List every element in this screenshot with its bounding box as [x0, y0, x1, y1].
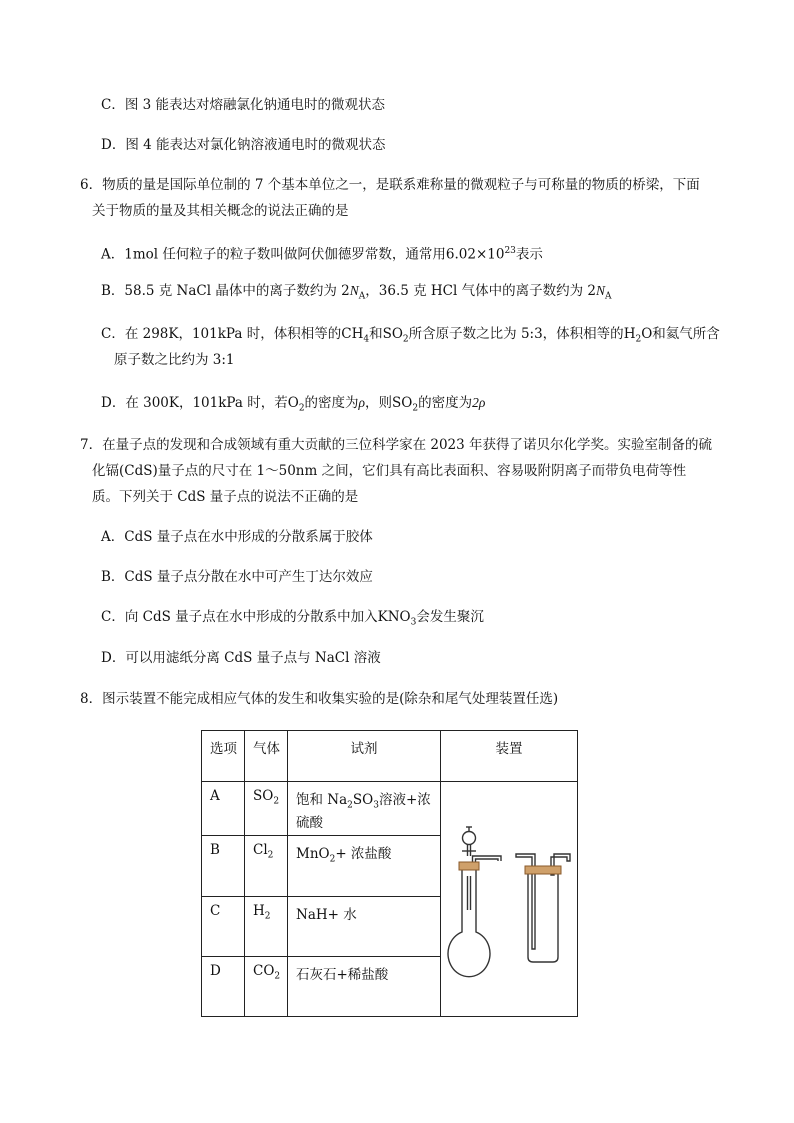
row-c-option: C [202, 897, 245, 957]
row-a-gas: $SO_2$ [245, 782, 288, 836]
row-d-gas: $CO_2$ [245, 957, 288, 1017]
q7-stem-line1: 7．在量子点的发现和合成领域有重大贡献的三位科学家在 2023 年获得了诺贝尔化学奖。实验室制备的硫 [80, 437, 713, 453]
option-c-prev: C．图 3 能表达对熔融氯化钠通电时的微观状态 [101, 97, 386, 113]
q6-option-c: C．在 298K，101kPa 时，体积相等的$CH_4$和$SO_2$所含原子数之比为 5:3，体积相等的$H_2O$和氦气所含 [101, 326, 720, 345]
q6-stem-line2: 关于物质的量及其相关概念的说法正确的是 [92, 203, 349, 219]
row-c-gas: $H_2$ [245, 897, 288, 957]
round-bottom-flask-icon [448, 862, 490, 977]
bottle-stopper-icon [525, 866, 561, 874]
table-header-row [202, 731, 578, 782]
row-b-gas: $Cl_2$ [245, 836, 288, 897]
q7-option-b: B．CdS 量子点分散在水中可产生丁达尔效应 [101, 569, 373, 585]
funnel-bulb-icon [463, 832, 476, 845]
q7-stem-line3: 质。下列关于 CdS 量子点的说法不正确的是 [92, 489, 359, 505]
header-option: 选项 [202, 731, 245, 782]
q7-option-d: D．可以用滤纸分离 CdS 量子点与 NaCl 溶液 [101, 650, 381, 666]
row-b-reagent: MnO$_2$+ 浓盐酸 [288, 836, 441, 897]
q6-option-d: D．在 300K，101kPa 时，若$O_2$的密度为ρ，则$SO_2$的密度为2ρ [101, 395, 486, 414]
gas-apparatus-diagram [441, 782, 577, 1012]
row-d-option: D [202, 957, 245, 1017]
apparatus-cell [441, 782, 578, 1017]
q8-table [201, 730, 578, 1017]
row-a-reagent: 饱和 $Na_2SO_3$溶液+浓硫酸 [288, 782, 441, 836]
q6-option-b: B．58.5 克 NaCl 晶体中的离子数约为 $2N_A$，36.5 克 HCl 气体中的离子数约为 $2N_A$ [101, 283, 612, 302]
header-reagent: 试剂 [288, 731, 441, 782]
q6-option-a: A．1mol 任何粒子的粒子数叫做阿伏伽德罗常数，通常用$6.02\times 10^{23}$表示 [101, 246, 543, 263]
q6-stem-line1: 6．物质的量是国际单位制的 7 个基本单位之一，是联系难称量的微观粒子与可称量的物质的桥梁，下面 [80, 177, 700, 193]
row-c-reagent: NaH+ 水 [288, 897, 441, 957]
q7-option-a: A．CdS 量子点在水中形成的分散系属于胶体 [101, 529, 373, 545]
row-d-reagent: 石灰石+稀盐酸 [288, 957, 441, 1017]
q6-option-c-line2: 原子数之比约为 3:1 [114, 352, 235, 368]
header-gas: 气体 [245, 731, 288, 782]
header-apparatus: 装置 [441, 731, 578, 782]
q8-stem: 8．图示装置不能完成相应气体的发生和收集实验的是(除杂和尾气处理装置任选) [80, 691, 559, 707]
table-row [202, 782, 578, 836]
flask-stopper-icon [459, 862, 479, 870]
q7-option-c: C．向 CdS 量子点在水中形成的分散系中加入$KNO_3$会发生聚沉 [101, 609, 484, 628]
option-d-prev: D．图 4 能表达对氯化钠溶液通电时的微观状态 [101, 137, 386, 153]
q7-stem-line2: 化镉(CdS)量子点的尺寸在 1～50nm 之间，它们具有高比表面积、容易吸附阴离子而带负电荷等性 [92, 463, 687, 479]
row-a-option: A [202, 782, 245, 836]
row-b-option: B [202, 836, 245, 897]
